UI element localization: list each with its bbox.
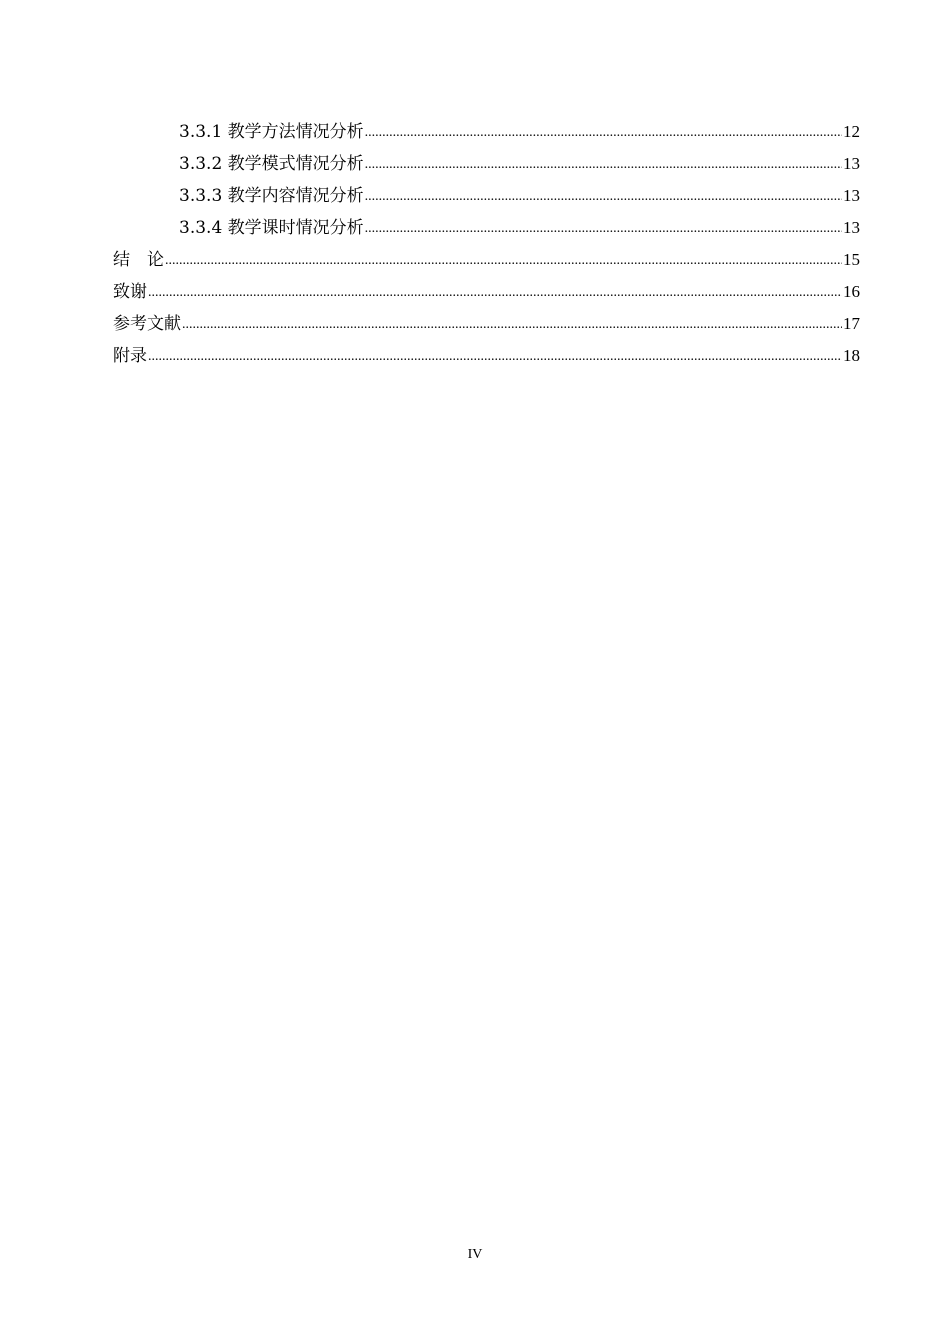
toc-entry-title: 结 论 [113,250,164,270]
toc-entry-title: 3.3.2 教学模式情况分析 [179,154,364,174]
toc-dot-leader [365,117,842,147]
toc-entry-page: 17 [843,314,860,333]
toc-dot-leader [365,213,842,243]
toc-entry-3-3-4[interactable] [113,214,860,246]
toc-entry-page: 13 [843,154,860,173]
toc-entry-page: 12 [843,122,860,141]
page-number: IV [467,1247,483,1262]
toc-entry-page: 13 [843,186,860,205]
toc-entry-page: 16 [843,282,860,301]
toc-entry-page: 15 [843,250,860,269]
toc-entry-references[interactable] [113,310,860,342]
toc-entry-title: 3.3.4 教学课时情况分析 [179,218,364,238]
toc-dot-leader [148,341,842,371]
toc-entry-title: 3.3.3 教学内容情况分析 [179,186,364,206]
toc-entry-appendix[interactable] [113,342,860,374]
toc-entry-3-3-3[interactable] [113,182,860,214]
toc-dot-leader [365,181,842,211]
toc-entry-title: 附录 [113,346,147,366]
toc-entry-title: 3.3.1 教学方法情况分析 [179,122,364,142]
toc-entry-3-3-1[interactable] [113,118,860,150]
toc-dot-leader [182,309,842,339]
toc-dot-leader [148,277,842,307]
toc-entry-title: 致谢 [113,282,147,302]
toc-entry-title: 参考文献 [113,314,181,334]
toc-entry-page: 18 [843,346,860,365]
table-of-contents [113,118,860,374]
toc-entry-page: 13 [843,218,860,237]
toc-entry-acknowledgements[interactable] [113,278,860,310]
toc-entry-conclusion[interactable] [113,246,860,278]
toc-dot-leader [365,149,842,179]
toc-entry-3-3-2[interactable] [113,150,860,182]
toc-dot-leader [165,245,842,275]
